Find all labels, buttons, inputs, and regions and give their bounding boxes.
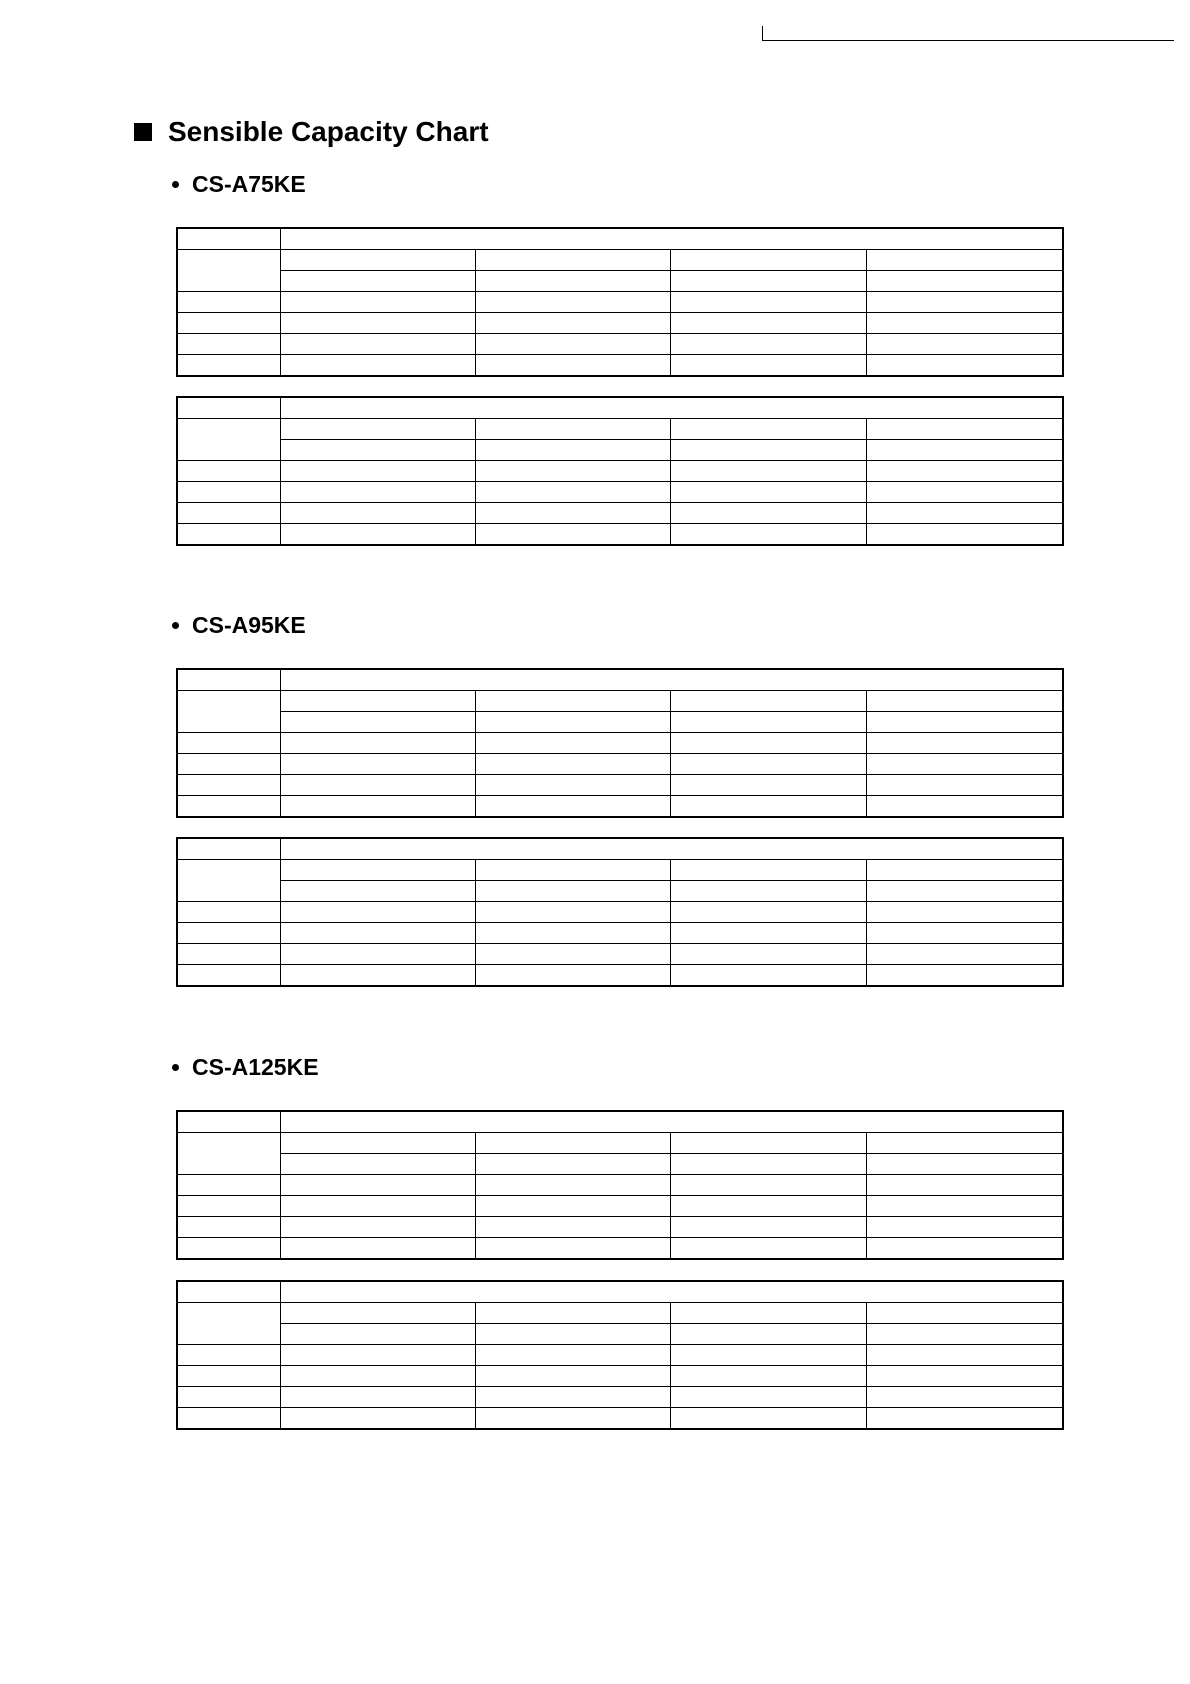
- header-rule: [762, 26, 1174, 41]
- table-row: [177, 1238, 1063, 1260]
- table-row: [177, 503, 1063, 524]
- table-row: [177, 355, 1063, 377]
- table-row: [177, 775, 1063, 796]
- table-row: [177, 334, 1063, 355]
- table-row: [177, 228, 1063, 250]
- table-row: [177, 1111, 1063, 1133]
- table-row: [177, 1387, 1063, 1408]
- model-name: CS-A75KE: [192, 171, 306, 197]
- table-row: [177, 419, 1063, 440]
- table-row: [177, 1217, 1063, 1238]
- square-bullet-icon: [134, 123, 152, 141]
- table-row: [177, 1324, 1063, 1345]
- capacity-table: [176, 227, 1064, 377]
- capacity-table: [176, 837, 1064, 987]
- table-row: [177, 1303, 1063, 1324]
- table-row: [177, 733, 1063, 754]
- table-row: [177, 397, 1063, 419]
- capacity-table: [176, 1280, 1064, 1430]
- table-row: [177, 461, 1063, 482]
- capacity-table: [176, 396, 1064, 546]
- capacity-table: [176, 1110, 1064, 1260]
- table-row: [177, 691, 1063, 712]
- bullet-icon: [172, 622, 179, 629]
- table-row: [177, 1175, 1063, 1196]
- model-heading-2: [172, 612, 306, 639]
- table-row: [177, 1196, 1063, 1217]
- bullet-icon: [172, 181, 179, 188]
- bullet-icon: [172, 1064, 179, 1071]
- table-row: [177, 902, 1063, 923]
- table-row: [177, 313, 1063, 334]
- table-row: [177, 524, 1063, 546]
- model-name: CS-A125KE: [192, 1054, 319, 1080]
- table-row: [177, 292, 1063, 313]
- table-row: [177, 271, 1063, 292]
- table-row: [177, 1366, 1063, 1387]
- table-row: [177, 1408, 1063, 1430]
- table-row: [177, 1281, 1063, 1303]
- table-row: [177, 796, 1063, 818]
- table-row: [177, 250, 1063, 271]
- table-row: [177, 944, 1063, 965]
- table-row: [177, 754, 1063, 775]
- table-row: [177, 860, 1063, 881]
- table-row: [177, 1345, 1063, 1366]
- page-title: [134, 116, 489, 148]
- capacity-table: [176, 668, 1064, 818]
- table-row: [177, 923, 1063, 944]
- table-row: [177, 669, 1063, 691]
- page-title-text: Sensible Capacity Chart: [168, 116, 489, 147]
- table-row: [177, 881, 1063, 902]
- table-row: [177, 712, 1063, 733]
- table-row: [177, 1133, 1063, 1154]
- model-heading-1: [172, 171, 306, 198]
- table-row: [177, 965, 1063, 987]
- table-row: [177, 838, 1063, 860]
- table-row: [177, 1154, 1063, 1175]
- model-heading-3: [172, 1054, 319, 1081]
- model-name: CS-A95KE: [192, 612, 306, 638]
- table-row: [177, 482, 1063, 503]
- table-row: [177, 440, 1063, 461]
